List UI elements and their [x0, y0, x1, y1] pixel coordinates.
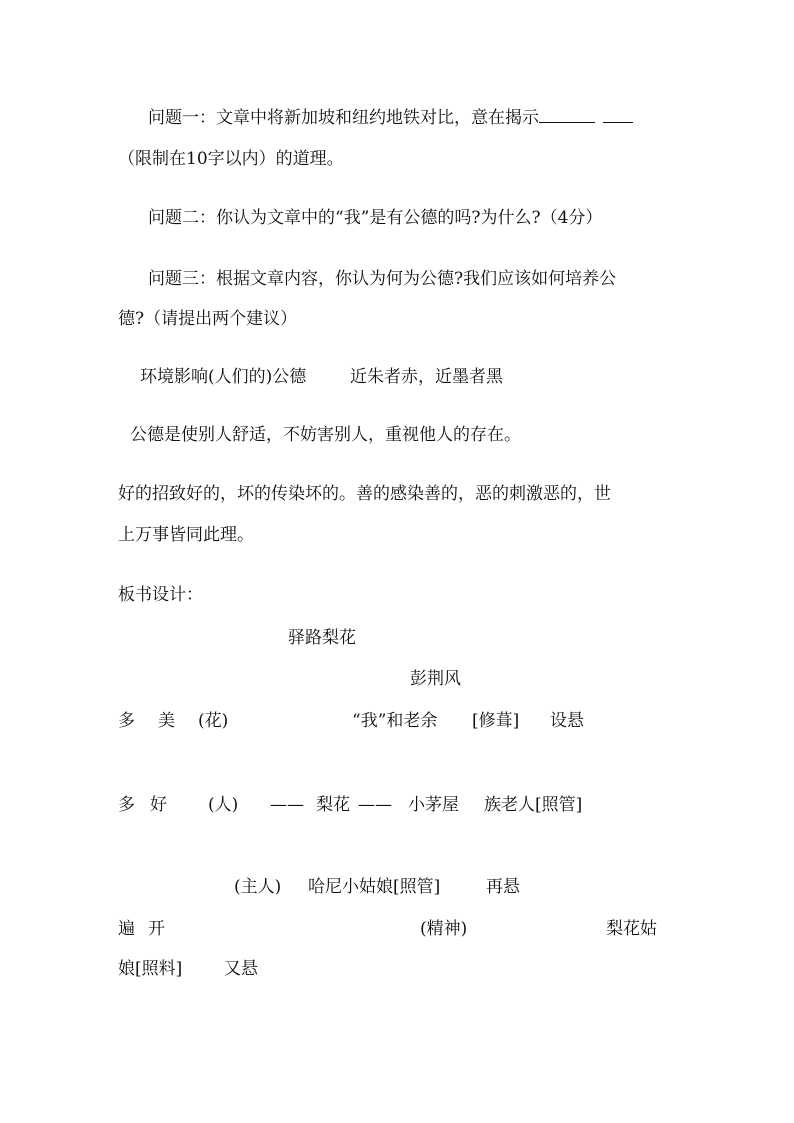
- question-3-line-1: 问题三：根据文章内容，你认为何为公德?我们应该如何培养公: [148, 269, 617, 289]
- board-row-4-c3: (精神): [420, 919, 468, 939]
- board-row-2-dash-2: ——: [358, 795, 392, 815]
- board-row-3-c2: 哈尼小姑娘[照管]: [308, 877, 441, 897]
- question-1-line-2: （限制在10字以内）的道理。: [118, 149, 344, 169]
- board-row-1-c4: “我”和老余: [352, 711, 438, 731]
- board-row-1-c6: 设悬: [550, 711, 584, 731]
- answer-3-line-1: 好的招致好的，坏的传染坏的。善的感染善的，恶的刺激恶的，世: [118, 484, 611, 504]
- board-row-1-c5: [修葺]: [472, 711, 520, 731]
- question-1-text: 问题一：文章中将新加坡和纽约地铁对比，意在揭示: [148, 108, 539, 128]
- board-row-2-c4: 梨花: [316, 795, 350, 815]
- board-row-2-c1: 多: [118, 795, 135, 815]
- answer-1-part-1: 环境影响(人们的)公德: [140, 367, 307, 387]
- board-row-1-c1: 多: [118, 711, 135, 731]
- board-row-4-c2: 开: [148, 919, 165, 939]
- board-row-4-c4: 梨花姑: [606, 919, 657, 939]
- answer-1-part-2: 近朱者赤，近墨者黑: [350, 367, 503, 387]
- board-row-2-c3: (人): [208, 795, 239, 815]
- board-row-4-c1: 遍: [118, 919, 135, 939]
- board-row-3-c1: (主人): [234, 877, 282, 897]
- answer-blank-1: [539, 108, 595, 123]
- board-row-2-c2: 好: [150, 795, 167, 815]
- question-2: 问题二：你认为文章中的“我”是有公德的吗?为什么?（4分）: [148, 208, 603, 228]
- answer-2: 公德是使别人舒适，不妨害别人，重视他人的存在。: [130, 425, 521, 445]
- board-author: 彭荆风: [410, 669, 461, 689]
- board-row-5-c1: 娘[照料]: [118, 959, 183, 979]
- board-row-1-c2: 美: [158, 711, 175, 731]
- board-row-1-c3: (花): [198, 711, 229, 731]
- answer-3-line-2: 上万事皆同此理。: [118, 525, 254, 545]
- board-row-2-c5: 小茅屋: [408, 795, 459, 815]
- answer-blank-2: [603, 108, 633, 123]
- board-row-3-c3: 再悬: [486, 877, 520, 897]
- question-3-line-2: 德?（请提出两个建议）: [118, 309, 298, 329]
- board-row-2-dash-1: ——: [270, 795, 304, 815]
- board-row-2-c6: 族老人[照管]: [484, 795, 583, 815]
- question-1-line-1: [148, 107, 633, 129]
- board-heading: 板书设计：: [118, 585, 203, 605]
- board-row-5-c2: 又悬: [224, 959, 258, 979]
- board-title: 驿路梨花: [288, 628, 356, 648]
